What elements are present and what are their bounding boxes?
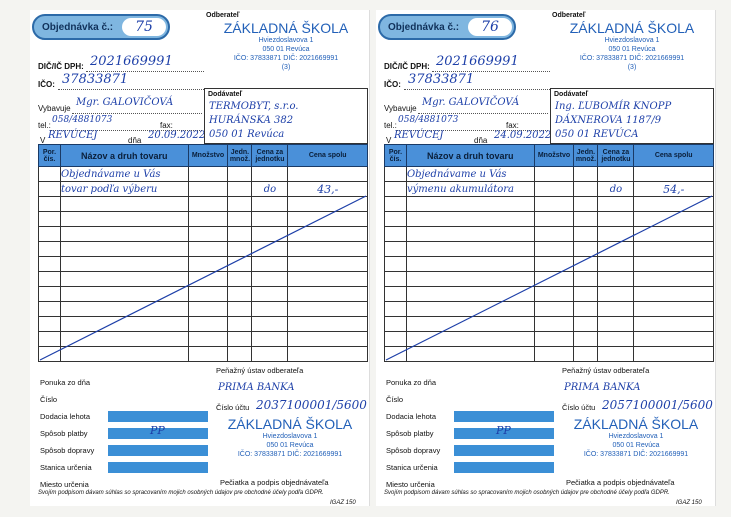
order-form-75	[30, 10, 370, 506]
place-value: REVÚCEJ	[48, 130, 98, 141]
table-row	[385, 167, 714, 182]
transport-box	[108, 445, 208, 456]
handled-label: Vybavuje	[384, 104, 417, 113]
tel-value: 058/4881073	[52, 115, 113, 125]
order-label: Objednávka č.:	[388, 22, 460, 33]
sign-label: Pečiatka a podpis objednávateľa	[220, 478, 329, 487]
item-line1: Objednávame u Vás	[60, 167, 188, 182]
ico-value: 37833871	[408, 72, 475, 87]
supplier-box	[550, 88, 714, 144]
customer-address	[206, 20, 366, 72]
form-code: IGAZ 150	[676, 500, 702, 506]
field-payment: Spôsob platby	[40, 429, 88, 438]
customer-code: (3)	[627, 64, 637, 71]
ico-line	[404, 89, 550, 90]
dic-label: DIČ/IČ DPH:	[38, 62, 84, 71]
strike-line	[38, 188, 368, 364]
dic-label: DIČ/IČ DPH:	[384, 62, 430, 71]
bank-label: Peňažný ústav odberateľa	[562, 366, 650, 375]
order-number: 76	[468, 18, 512, 36]
form-code: IGAZ 150	[330, 500, 356, 506]
supplier-line2: HURÁNSKA 382	[209, 115, 294, 126]
stamp-street: Hviezdoslavova 1	[262, 433, 318, 440]
col-unit: Jedn. množ.	[228, 145, 252, 167]
handled-line	[418, 113, 548, 114]
item-line2: výmenu akumulátora	[406, 182, 534, 197]
field-station: Stanica určenia	[40, 463, 92, 472]
customer-name: ZÁKLADNÁ ŠKOLA	[569, 20, 695, 36]
payment-value: PP	[150, 424, 165, 437]
field-transport: Spôsob dopravy	[386, 446, 441, 455]
field-payment: Spôsob platby	[386, 429, 434, 438]
field-delivery-term: Dodacia lehota	[40, 412, 91, 421]
field-number: Číslo	[386, 395, 404, 404]
order-number-badge	[378, 14, 516, 40]
date-label: dňa	[128, 136, 142, 145]
station-box	[108, 462, 208, 473]
sign-label: Pečiatka a podpis objednávateľa	[566, 478, 675, 487]
supplier-line1: Ing. ĽUBOMÍR KNOPP	[555, 101, 672, 112]
stamp-name: ZÁKLADNÁ ŠKOLA	[573, 416, 699, 432]
date-value: 24.09.2022	[494, 130, 552, 141]
stamp-city: 050 01 Revúca	[612, 442, 660, 449]
supplier-label: Dodávateľ	[554, 91, 589, 98]
field-destination: Miesto určenia	[386, 480, 435, 489]
handled-value: Mgr. GALOVIČOVÁ	[422, 97, 520, 108]
stamp-ids: IČO: 37833871 DIČ: 2021669991	[583, 451, 689, 458]
item-total: 54,-	[634, 182, 714, 197]
tel-value: 058/4881073	[398, 115, 459, 125]
handled-line	[72, 113, 202, 114]
item-total: 43,-	[288, 182, 368, 197]
ico-line	[58, 89, 204, 90]
place-label: V	[40, 136, 46, 145]
items-header-row	[39, 145, 368, 167]
col-total: Cena spolu	[288, 145, 368, 167]
ico-label: IČO:	[384, 80, 401, 89]
customer-street: Hviezdoslavova 1	[258, 37, 314, 44]
stamp-city: 050 01 Revúca	[266, 442, 314, 449]
col-quantity: Množstvo	[188, 145, 228, 167]
dic-value: 2021669991	[436, 54, 519, 69]
account-label: Číslo účtu	[216, 403, 250, 412]
item-line1: Objednávame u Vás	[406, 167, 534, 182]
customer-city: 050 01 Revúca	[262, 46, 310, 53]
handled-value: Mgr. GALOVIČOVÁ	[76, 97, 174, 108]
date-value: 20.09.2022	[148, 130, 206, 141]
customer-city: 050 01 Revúca	[608, 46, 656, 53]
delivery-term-box	[454, 411, 554, 422]
transport-box	[454, 445, 554, 456]
ico-value: 37833871	[62, 72, 129, 87]
tel-label: tel.:	[38, 121, 51, 130]
col-unit-price: Cena za jednotku	[252, 145, 288, 167]
delivery-term-box	[108, 411, 208, 422]
col-name: Názov a druh tovaru	[406, 145, 534, 167]
customer-stamp	[566, 416, 706, 459]
field-offer-date: Ponuka zo dňa	[40, 378, 91, 387]
place-value: REVÚCEJ	[394, 130, 444, 141]
col-quantity: Množstvo	[534, 145, 574, 167]
supplier-line2: DÁXNEROVA 1187/9	[555, 115, 662, 126]
field-number: Číslo	[40, 395, 58, 404]
customer-code: (3)	[281, 64, 291, 71]
bank-value: PRIMA BANKA	[218, 382, 295, 393]
customer-address	[552, 20, 712, 72]
field-station: Stanica určenia	[386, 463, 438, 472]
date-label: dňa	[474, 136, 488, 145]
stamp-street: Hviezdoslavova 1	[608, 433, 664, 440]
col-total: Cena spolu	[634, 145, 714, 167]
col-unit: Jedn. množ.	[574, 145, 598, 167]
supplier-box	[204, 88, 368, 144]
items-header-row	[385, 145, 714, 167]
ico-label: IČO:	[38, 80, 55, 89]
supplier-label: Dodávateľ	[208, 91, 243, 98]
customer-name: ZÁKLADNÁ ŠKOLA	[223, 20, 349, 36]
field-offer-date: Ponuka zo dňa	[386, 378, 437, 387]
stamp-name: ZÁKLADNÁ ŠKOLA	[227, 416, 353, 432]
handled-label: Vybavuje	[38, 104, 71, 113]
bank-label: Peňažný ústav odberateľa	[216, 366, 304, 375]
tel-label: tel.:	[384, 121, 397, 130]
supplier-line3: 050 01 REVÚCA	[555, 129, 639, 140]
supplier-line3: 050 01 Revúca	[209, 129, 285, 140]
gdpr-note: Svojím podpisom dávam súhlas so spracovaním mojich osobných údajov pre obchodné účely podľa GDPR.	[38, 490, 324, 496]
field-destination: Miesto určenia	[40, 480, 89, 489]
order-label: Objednávka č.:	[42, 22, 114, 33]
customer-label: Odberateľ	[206, 12, 240, 19]
account-value: 2037100001/5600	[256, 398, 367, 412]
payment-value: PP	[496, 424, 511, 437]
order-number-badge	[32, 14, 170, 40]
account-value: 2057100001/5600	[602, 398, 713, 412]
item-qty: do	[252, 182, 288, 197]
stamp-ids: IČO: 37833871 DIČ: 2021669991	[237, 451, 343, 458]
place-label: V	[386, 136, 392, 145]
station-box	[454, 462, 554, 473]
strike-line	[384, 188, 714, 364]
field-delivery-term: Dodacia lehota	[386, 412, 437, 421]
col-position: Por. čís.	[385, 145, 407, 167]
customer-street: Hviezdoslavova 1	[604, 37, 660, 44]
customer-label: Odberateľ	[552, 12, 586, 19]
col-position: Por. čís.	[39, 145, 61, 167]
item-qty: do	[598, 182, 634, 197]
col-name: Názov a druh tovaru	[60, 145, 188, 167]
customer-ids: IČO: 37833871 DIČ: 2021669991	[233, 55, 339, 62]
order-number: 75	[122, 18, 166, 36]
gdpr-note: Svojím podpisom dávam súhlas so spracovaním mojich osobných údajov pre obchodné účely podľa GDPR.	[384, 490, 670, 496]
fax-label: fax:	[506, 121, 519, 130]
fax-label: fax:	[160, 121, 173, 130]
customer-stamp	[220, 416, 360, 459]
table-row	[39, 167, 368, 182]
field-transport: Spôsob dopravy	[40, 446, 95, 455]
col-unit-price: Cena za jednotku	[598, 145, 634, 167]
supplier-line1: TERMOBYT, s.r.o.	[209, 101, 299, 112]
account-label: Číslo účtu	[562, 403, 596, 412]
customer-ids: IČO: 37833871 DIČ: 2021669991	[579, 55, 685, 62]
order-form-76	[376, 10, 716, 506]
dic-value: 2021669991	[90, 54, 173, 69]
item-line2: tovar podľa výberu	[60, 182, 188, 197]
bank-value: PRIMA BANKA	[564, 382, 641, 393]
